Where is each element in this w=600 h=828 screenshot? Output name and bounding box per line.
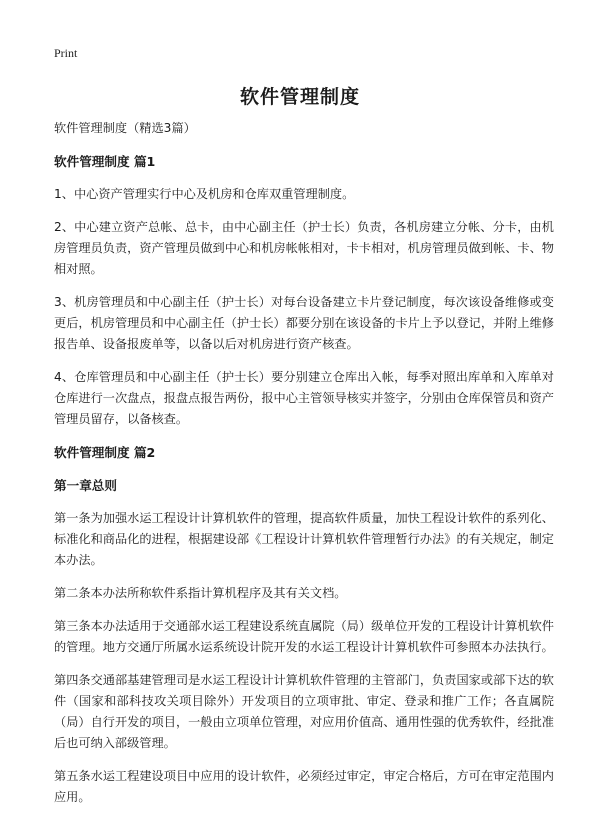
print-link[interactable]: Print bbox=[54, 46, 78, 60]
paragraph: 第四条交通部基建管理司是水运工程设计计算机软件管理的主管部门，负责国家或部下达的软件（国家和部科技攻关项目除外）开发项目的立项审批、审定、登录和推广工作；各直属院（局）自行开发的项目，一般由立项单位管理，对应用价值高、通用性强的优秀软件，经批准后也可纳入部级管理。 bbox=[54, 673, 554, 750]
document-title: 软件管理制度 bbox=[239, 86, 360, 108]
paragraph: 3、机房管理员和中心副主任（护士长）对每台设备建立卡片登记制度，每次该设备维修或变更后，机房管理员和中心副主任（护士长）都要分别在该设备的卡片上予以登记，并附上维修报告单、设备报废单等，以备以后对机房进行资产核查。 bbox=[54, 295, 554, 351]
chapter-heading: 第一章总则 bbox=[54, 478, 117, 493]
paragraph: 4、仓库管理员和中心副主任（护士长）要分别建立仓库出入帐，每季对照出库单和入库单对仓库进行一次盘点，报盘点报告两份，报中心主管领导核实并签字，分别由仓库保管员和资产管理员留存，以备核查。 bbox=[54, 370, 554, 426]
paragraph: 第三条本办法适用于交通部水运工程建设系统直属院（局）级单位开发的工程设计计算机软件的管理。地方交通厅所属水运系统设计院开发的水运工程设计计算机软件可参照本办法执行。 bbox=[54, 619, 554, 654]
section-heading-1: 软件管理制度 篇1 bbox=[54, 154, 156, 169]
paragraph: 第二条本办法所称软件系指计算机程序及其有关文档。 bbox=[54, 586, 347, 600]
paragraph: 1、中心资产管理实行中心及机房和仓库双重管理制度。 bbox=[54, 187, 355, 201]
document-body bbox=[54, 118, 554, 820]
paragraph: 第一条为加强水运工程设计计算机软件的管理，提高软件质量，加快工程设计软件的系列化、标准化和商品化的进程，根据建设部《工程设计计算机软件管理暂行办法》的有关规定，制定本办法。 bbox=[54, 511, 554, 567]
section-heading-2: 软件管理制度 篇2 bbox=[54, 445, 156, 460]
paragraph: 2、中心建立资产总帐、总卡，由中心副主任（护士长）负责，各机房建立分帐、分卡，由机房管理员负责，资产管理员做到中心和机房帐帐相对，卡卡相对，机房管理员做到帐、卡、物相对照。 bbox=[54, 220, 554, 276]
document-subtitle: 软件管理制度（精选3篇） bbox=[54, 121, 196, 135]
paragraph: 第五条水运工程建设项目中应用的设计软件，必须经过审定，审定合格后，方可在审定范围内应用。 bbox=[54, 769, 554, 804]
